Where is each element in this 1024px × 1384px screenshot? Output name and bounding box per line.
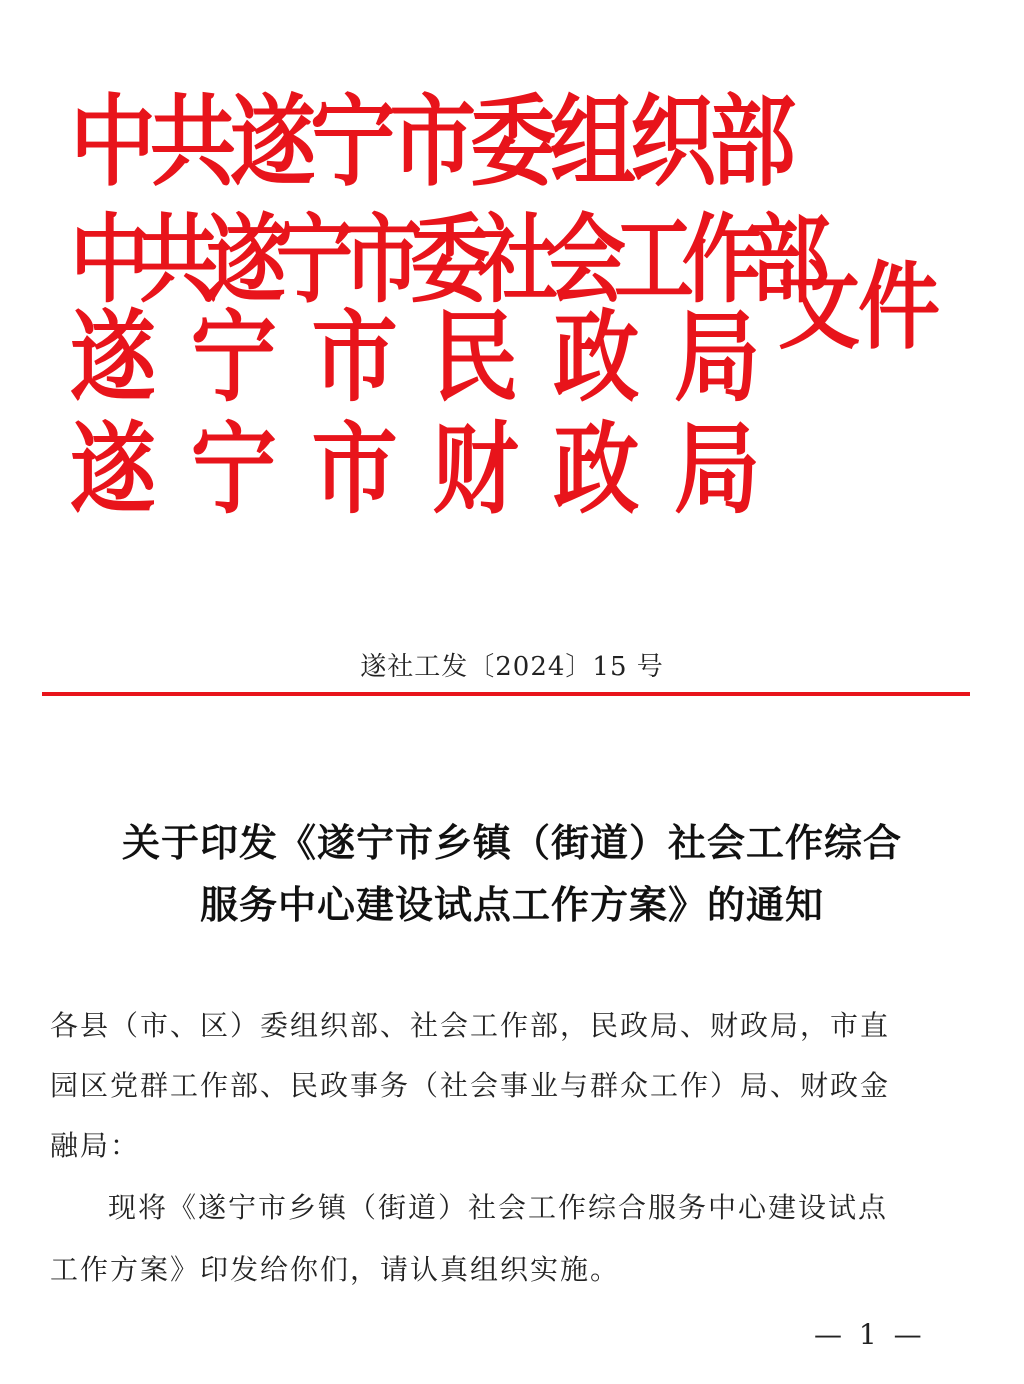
issuer-char: 市: [311, 411, 398, 528]
issuer-char: 宁: [190, 299, 277, 416]
issuer-char: 政: [553, 299, 640, 416]
issuer-char: 市: [311, 299, 398, 416]
page-number: — 1 —: [814, 1318, 926, 1351]
issuer-civil-affairs-bureau: [70, 299, 760, 416]
issuer-char: 局: [673, 411, 760, 528]
recipients-line-3: 融局：: [50, 1129, 141, 1162]
document-title-line-2: 服务中心建设试点工作方案》的通知: [199, 883, 824, 927]
issuer-char: 政: [553, 411, 640, 528]
red-separator-rule: [42, 692, 970, 696]
body-paragraph-line-1: 现将《遂宁市乡镇（街道）社会工作综合服务中心建设试点: [108, 1191, 889, 1224]
recipients-line-1: 各县（市、区）委组织部、社会工作部，民政局、财政局，市直: [50, 1009, 891, 1042]
issuer-finance-bureau: [70, 411, 760, 528]
issuer-char: 财: [432, 411, 519, 528]
issuer-char: 局: [673, 299, 760, 416]
document-title-line-1: 关于印发《遂宁市乡镇（街道）社会工作综合: [121, 821, 902, 865]
document-number: 遂社工发〔2024〕15 号: [360, 652, 664, 682]
body-paragraph-line-2: 工作方案》印发给你们，请认真组织实施。: [50, 1253, 621, 1286]
issuer-char: 宁: [190, 411, 277, 528]
issuer-social-work-department: 中共遂宁市委社会工作部: [70, 202, 818, 316]
issuer-char: 民: [432, 299, 519, 416]
issuer-char: 遂: [70, 411, 156, 528]
recipients-line-2: 园区党群工作部、民政事务（社会事业与群众工作）局、财政金: [50, 1069, 891, 1102]
document-suffix: 文件: [778, 252, 939, 363]
issuer-organization-department: 中共遂宁市委组织部: [70, 83, 790, 200]
issuer-char: 遂: [70, 299, 156, 416]
